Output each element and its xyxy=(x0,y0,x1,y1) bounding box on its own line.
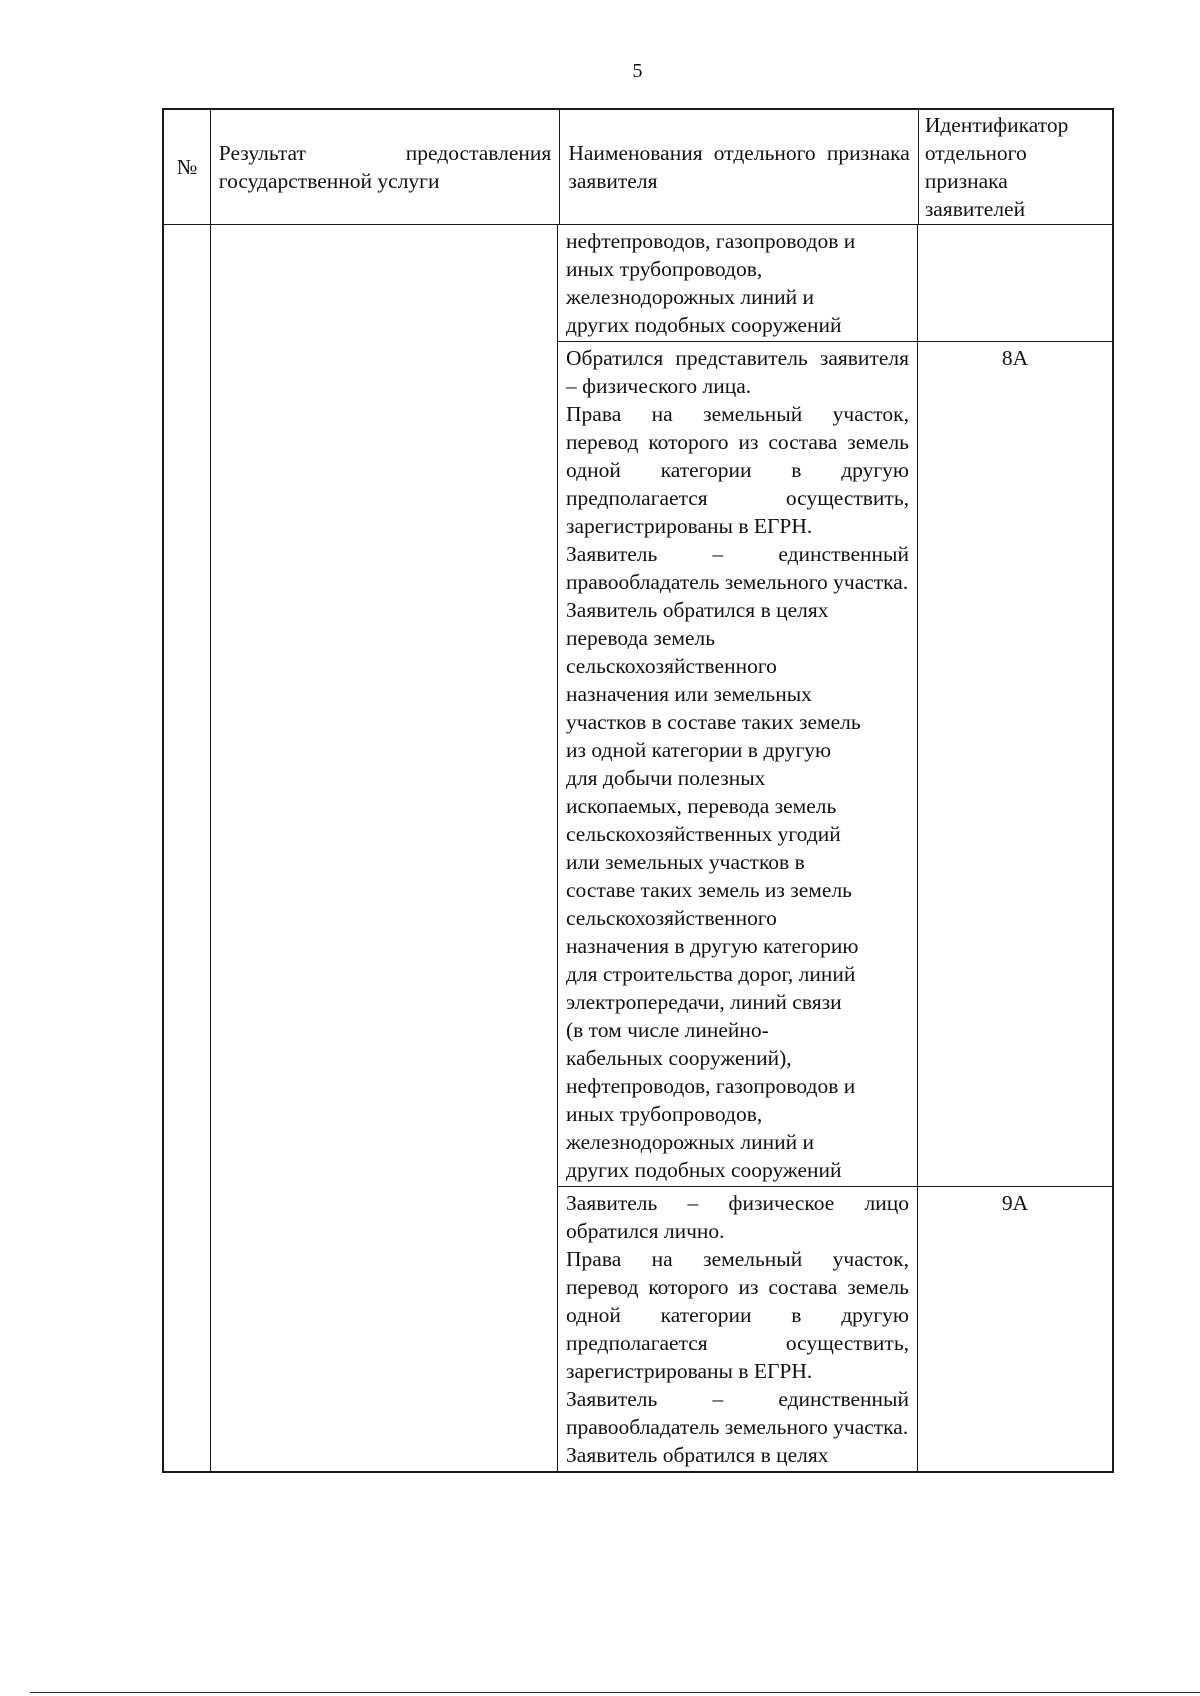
table-row xyxy=(557,341,1112,1186)
header-number: № xyxy=(176,155,198,179)
feature-id-cell: 9А xyxy=(917,1187,1112,1471)
number-column-cell xyxy=(164,225,210,1471)
table-body xyxy=(164,224,1112,1471)
feature-name-cell: Обратился представитель заявителя – физического лица. Права на земельный участок, перевод которого из состава земель одной категории в другую предполагается осуществить, зарегистрированы в ЕГРН. Заявитель – единственный правообладатель земельного участка. Заявитель обратился в целях перевода земель сельскохозяйственного назначения или земельных участков в составе таких земель из одной категории в другую для добычи полезных ископаемых, перевода земель сельскохозяйственных угодий или земельных участков в составе таких земель из земель сельскохозяйственного назначения в другую категорию для строительства дорог, линий электропередачи, линий связи (в том числе линейно- кабельных сооружений), нефтепроводов, газопроводов и иных трубопроводов, железнодорожных линий и других подобных сооружений xyxy=(557,342,917,1186)
header-result: Результат предоставления государственной услуги xyxy=(210,110,560,224)
table-row xyxy=(557,225,1112,341)
page-number: 5 xyxy=(632,60,643,82)
header-feature-name: Наименования отдельного признака заявителя xyxy=(559,110,917,224)
header-feature-identifier: Идентификатор отдельного признака заявителей xyxy=(918,110,1112,224)
feature-id-cell: 8А xyxy=(917,342,1112,1186)
table-header-row xyxy=(164,110,1112,224)
feature-id-cell xyxy=(917,225,1112,341)
applicant-features-table xyxy=(162,108,1114,1473)
feature-name-cell: Заявитель – физическое лицо обратился лично. Права на земельный участок, перевод которого из состава земель одной категории в другую предполагается осуществить, зарегистрированы в ЕГРН. Заявитель – единственный правообладатель земельного участка. Заявитель обратился в целях xyxy=(557,1187,917,1471)
result-column-cell xyxy=(210,225,557,1471)
feature-name-cell: нефтепроводов, газопроводов и иных трубопроводов, железнодорожных линий и других подобных сооружений xyxy=(557,225,917,341)
page-bottom-rule xyxy=(30,1692,1200,1693)
table-row xyxy=(557,1186,1112,1471)
